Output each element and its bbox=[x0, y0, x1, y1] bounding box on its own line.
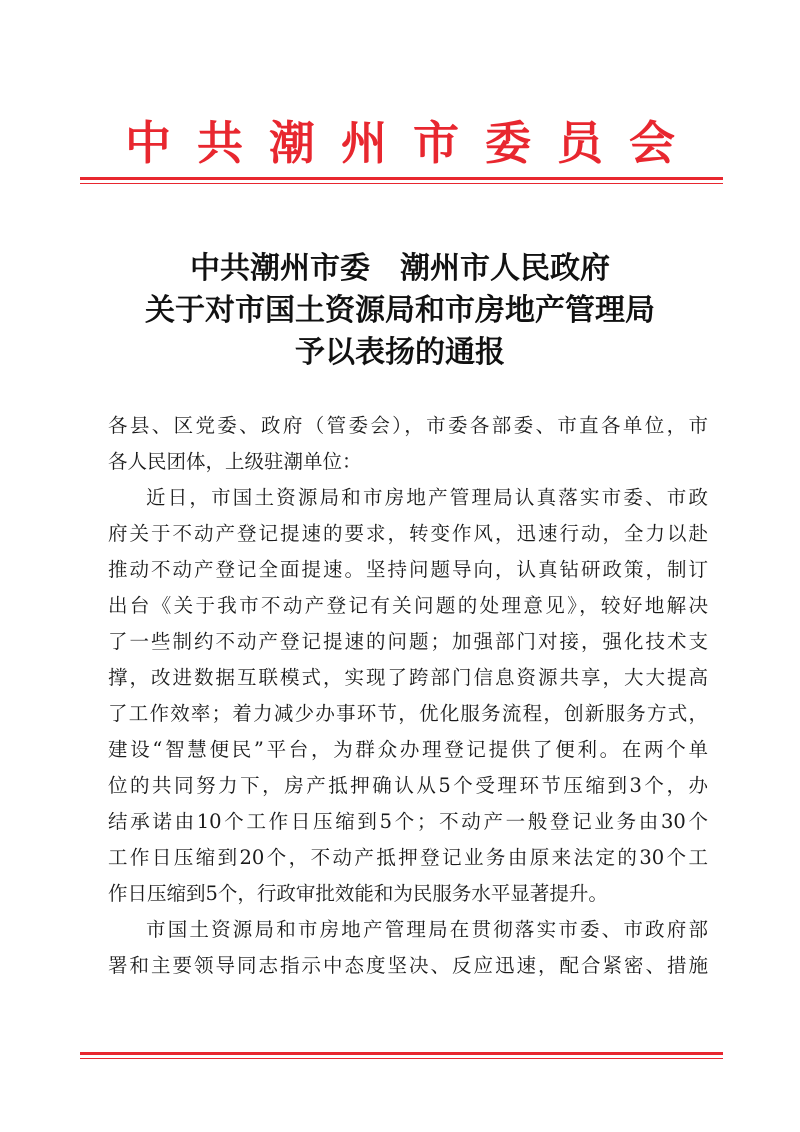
document-body bbox=[108, 408, 708, 984]
masthead-title: 中共潮州市委员会 bbox=[125, 116, 701, 170]
document-title bbox=[0, 248, 800, 374]
body-line: 署和主要领导同志指示中态度坚决、反应迅速，配合紧密、措施 bbox=[108, 954, 708, 977]
body-line: 近日，市国土资源局和市房地产管理局认真落实市委、市政 bbox=[146, 486, 708, 509]
body-line: 撑，改进数据互联模式，实现了跨部门信息资源共享，大大提高 bbox=[108, 666, 708, 689]
body-line: 工作日压缩到20个，不动产抵押登记业务由原来法定的30个工 bbox=[108, 846, 708, 869]
title-line-3: 予以表扬的通报 bbox=[295, 335, 505, 370]
body-line: 市国土资源局和市房地产管理局在贯彻落实市委、市政府部 bbox=[146, 918, 708, 941]
masthead-divider-thick bbox=[80, 177, 723, 180]
footer-divider-thick bbox=[80, 1052, 723, 1055]
addressee-line: 各人民团体，上级驻潮单位： bbox=[108, 450, 362, 473]
body-line: 府关于不动产登记提速的要求，转变作风，迅速行动，全力以赴 bbox=[108, 522, 708, 545]
body-line: 建设“智慧便民”平台，为群众办理登记提供了便利。在两个单 bbox=[108, 738, 708, 761]
body-line: 结承诺由10个工作日压缩到5个；不动产一般登记业务由30个 bbox=[108, 810, 708, 833]
body-line: 位的共同努力下，房产抵押确认从5个受理环节压缩到3个，办 bbox=[108, 774, 708, 797]
addressee-line: 各县、区党委、政府（管委会），市委各部委、市直各单位，市 bbox=[108, 414, 708, 437]
masthead-divider-thin bbox=[80, 183, 723, 184]
body-line: 作日压缩到5个，行政审批效能和为民服务水平显著提升。 bbox=[108, 882, 608, 905]
body-line: 推动不动产登记全面提速。坚持问题导向，认真钻研政策，制订 bbox=[108, 558, 708, 581]
footer-divider-thin bbox=[80, 1058, 723, 1059]
title-line-2: 关于对市国土资源局和市房地产管理局 bbox=[145, 293, 655, 328]
title-line-1: 中共潮州市委 潮州市人民政府 bbox=[190, 251, 610, 286]
body-line: 出台《关于我市不动产登记有关问题的处理意见》，较好地解决 bbox=[108, 594, 708, 617]
body-line: 了一些制约不动产登记提速的问题；加强部门对接，强化技术支 bbox=[108, 630, 708, 653]
body-line: 了工作效率；着力减少办事环节，优化服务流程，创新服务方式， bbox=[108, 702, 708, 725]
